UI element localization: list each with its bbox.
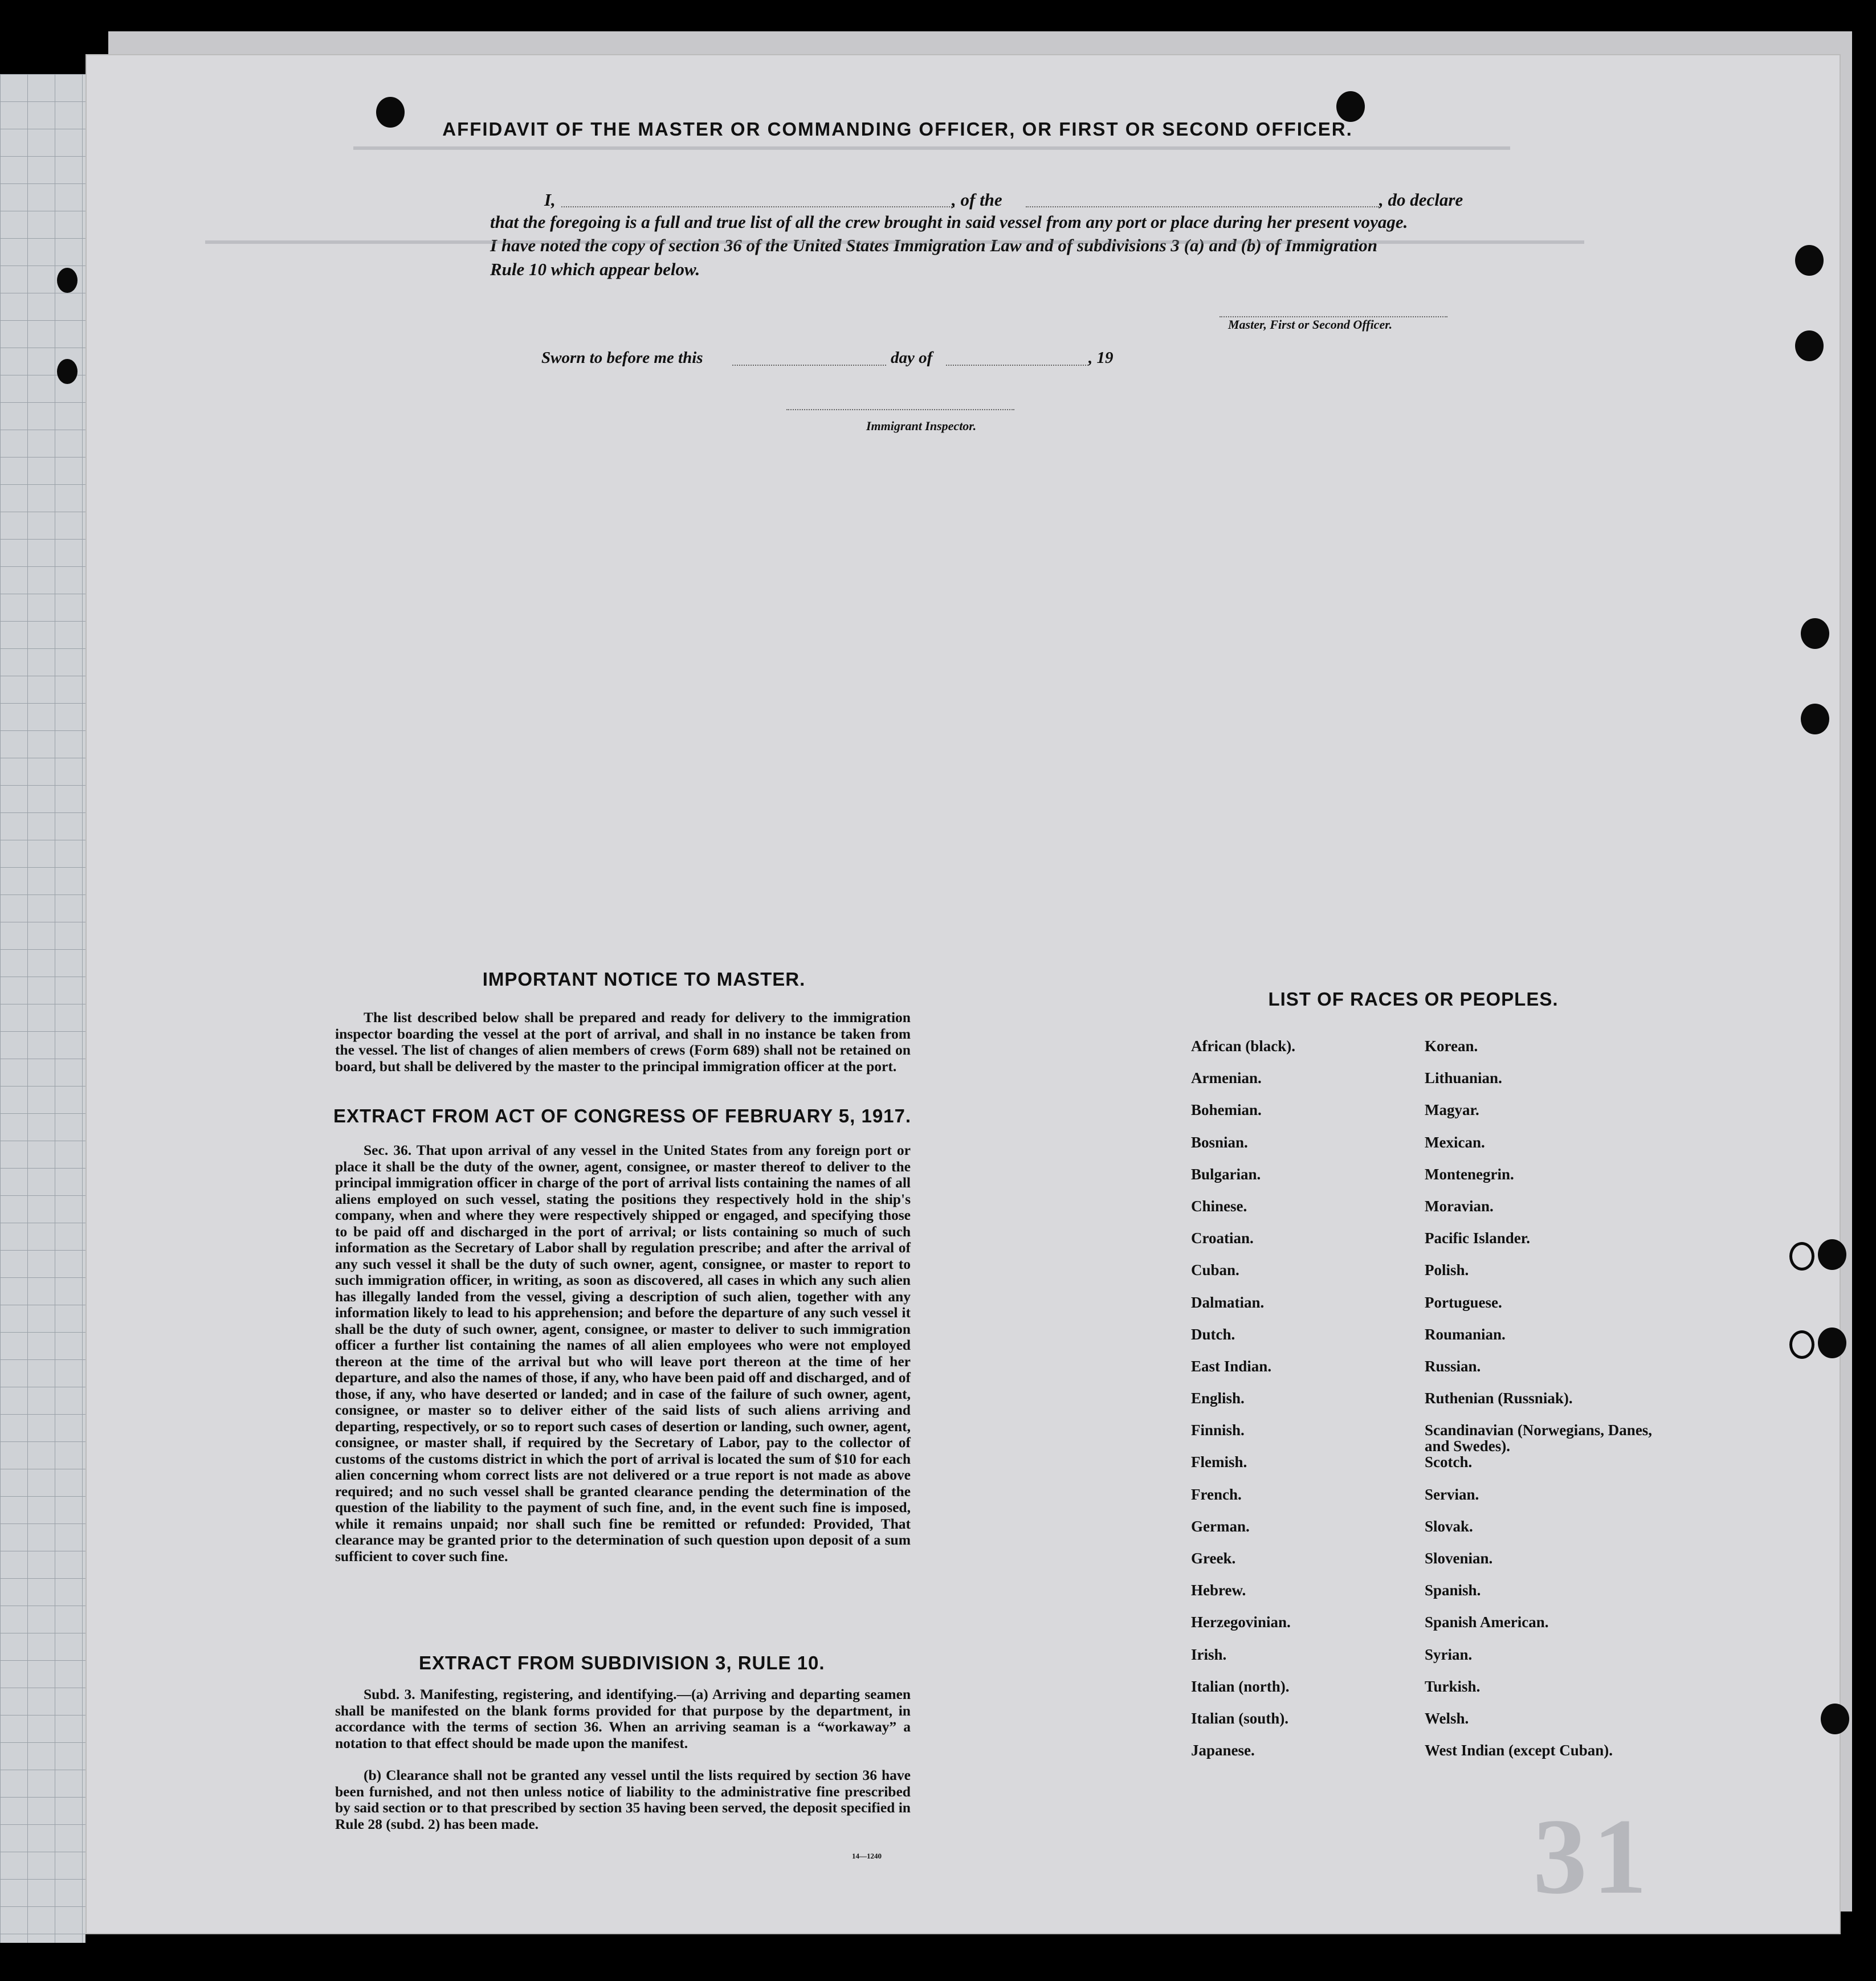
race-item: Montenegrin. — [1425, 1165, 1514, 1183]
race-item: Ruthenian (Russniak). — [1425, 1390, 1573, 1407]
race-item: Dalmatian. — [1191, 1293, 1265, 1311]
races-right-column — [1425, 1038, 1664, 1774]
inspector-caption: Immigrant Inspector. — [866, 419, 977, 433]
race-item: Irish. — [1191, 1645, 1227, 1663]
races-title: LIST OF RACES OR PEOPLES. — [1268, 989, 1559, 1010]
race-item: Portuguese. — [1425, 1293, 1502, 1311]
graph-paper-edge — [0, 74, 85, 1943]
punch-hole-right-2 — [1795, 330, 1824, 361]
race-item: French. — [1191, 1485, 1242, 1503]
race-item: Spanish. — [1425, 1582, 1481, 1599]
race-item: Italian (north). — [1191, 1677, 1290, 1695]
notice-title: IMPORTANT NOTICE TO MASTER. — [482, 969, 806, 990]
race-item: Bulgarian. — [1191, 1165, 1261, 1183]
punch-hole-top-right — [1336, 91, 1365, 122]
punch-hole-left-1 — [57, 268, 78, 293]
race-item: East Indian. — [1191, 1357, 1272, 1375]
race-item: Croatian. — [1191, 1230, 1254, 1247]
notice-text: The list described below shall be prepared and ready for delivery to the immigration inspector boarding the vessel at the port of arrival, and shall in no instance be taken from the vessel. The list of changes of alien members of crews (Form 689) shall not be retained on board, but shall be delivered by the master to the principal immigration officer at the port. — [335, 1009, 911, 1075]
punch-hole-right-4 — [1801, 704, 1829, 734]
race-item: Slovenian. — [1425, 1550, 1493, 1567]
race-item: Herzegovinian. — [1191, 1614, 1291, 1631]
race-item: Mexican. — [1425, 1133, 1485, 1151]
race-item: Russian. — [1425, 1357, 1481, 1375]
affidavit-of-the-label: , of the — [952, 190, 1002, 210]
affidavit-declare-label: , do declare — [1379, 190, 1463, 210]
punch-hole-right-open-2 — [1789, 1330, 1814, 1359]
rule-extract-text-a: Subd. 3. Manifesting, registering, and identifying.—(a) Arriving and departing seamen shall be manifested on the blank forms provided for that purpose by the department, in accordance with the terms of section 36. When an arriving seaman is a “workaway” a notation to that effect should be made upon the manifest. — [335, 1686, 911, 1751]
punch-hole-left-2 — [57, 359, 78, 384]
affidavit-line-2: that the foregoing is a full and true list of all the crew brought in said vessel from any port or place during her present voyage. — [490, 212, 1408, 232]
rule-extract-text-b: (b) Clearance shall not be granted any vessel until the lists required by section 36 have been furnished, and not then unless notice of liability to the administrative fine prescribed by said section or to that prescribed by section 35 having been served, the deposit specified in Rule 28 (subd. 2) has been made. — [335, 1767, 911, 1832]
race-item: English. — [1191, 1390, 1245, 1407]
affidavit-i-label: I, — [544, 190, 556, 210]
master-caption: Master, First or Second Officer. — [1228, 317, 1393, 332]
page-stamp-number: 31 — [1533, 1797, 1653, 1917]
race-item: Pacific Islander. — [1425, 1230, 1530, 1247]
races-left-column — [1191, 1038, 1295, 1774]
race-item: Japanese. — [1191, 1742, 1255, 1759]
race-item: African (black). — [1191, 1038, 1295, 1055]
act-extract-title: EXTRACT FROM ACT OF CONGRESS OF FEBRUARY 5, 1917. — [333, 1105, 912, 1126]
race-item: Chinese. — [1191, 1197, 1247, 1215]
day-of-label: day of — [891, 349, 933, 367]
race-item: Lithuanian. — [1425, 1069, 1502, 1087]
race-item: Dutch. — [1191, 1325, 1235, 1343]
race-item: Scotch. — [1425, 1453, 1473, 1471]
race-item: Welsh. — [1425, 1709, 1469, 1727]
race-item: Turkish. — [1425, 1677, 1481, 1695]
race-item: West Indian (except Cuban). — [1425, 1742, 1613, 1759]
race-item: Syrian. — [1425, 1645, 1473, 1663]
form-number: 14—1240 — [852, 1852, 882, 1860]
race-item: Servian. — [1425, 1485, 1479, 1503]
race-item: Flemish. — [1191, 1453, 1247, 1471]
race-item: Korean. — [1425, 1038, 1478, 1055]
race-item: Cuban. — [1191, 1261, 1239, 1279]
punch-hole-right-7 — [1821, 1704, 1849, 1734]
race-item: Spanish American. — [1425, 1614, 1549, 1631]
race-item: Scandinavian (Norwegians, Danes, and Swedes). — [1425, 1422, 1653, 1455]
punch-hole-right-5 — [1818, 1239, 1846, 1270]
race-item: Armenian. — [1191, 1069, 1262, 1087]
punch-hole-right-open-1 — [1789, 1242, 1814, 1271]
race-item: Finnish. — [1191, 1422, 1245, 1439]
race-item: Hebrew. — [1191, 1582, 1246, 1599]
punch-hole-right-3 — [1801, 618, 1829, 649]
act-extract-text: Sec. 36. That upon arrival of any vessel in the United States from any foreign port or place it shall be the duty of the owner, agent, consignee, or master thereof to deliver to the principal immigration officer in charge of the port of arrival lists containing the names of all aliens employed on such vessel, stating the positions they respectively hold in the ship's company, when and where they were respectively shipped or engaged, and specifying those to be paid off and discharged in the port of arrival; or lists containing so much of such information as the Secretary of Labor shall by regulation prescribe; and after the arrival of any such vessel it shall be the duty of such owner, agent, consignee, or master to report to such immigration officer, in writing, as soon as discovered, all cases in which any such alien has illegally landed from the vessel, giving a description of such alien, together with any information likely to lead to his apprehension; and before the departure of any such vessel it shall be the duty of such owner, agent, consignee, or master to deliver to such immigration officer a further list containing the names of all alien employees who were not employed thereon at the time of the arrival but who will leave port thereon at the time of her departure, and also the names of those, if any, who have been paid off and discharged, and of those, if any, who have deserted or landed; and in case of the failure of such owner, agent, consignee, or master so to deliver either of the said lists of such aliens arriving and departing, respectively, or so to report such cases of desertion or landing, such owner, agent, consignee, or master shall, if required by the Secretary of Labor, pay to the collector of customs of the customs district in which the port of arrival is located the sum of $10 for each alien concerning whom correct lists are not delivered or a true report is not made as above required; and no such vessel shall be granted clearance pending the determination of the question of the liability to the payment of such fine, and, in the event such fine is imposed, while it remains unpaid; nor shall such fine be remitted or refunded: Provided, That clearance may be granted prior to the determination of such question upon deposit of a sum sufficient to cover such fine. — [335, 1142, 911, 1565]
punch-hole-right-6 — [1818, 1328, 1846, 1358]
race-item: Magyar. — [1425, 1101, 1479, 1119]
sworn-label: Sworn to before me this — [541, 349, 703, 367]
race-item: Slovak. — [1425, 1517, 1473, 1535]
punch-hole-right-1 — [1795, 245, 1824, 276]
race-item: Italian (south). — [1191, 1709, 1289, 1727]
affidavit-line-4: Rule 10 which appear below. — [490, 259, 700, 279]
race-item: Polish. — [1425, 1261, 1469, 1279]
race-item: Bohemian. — [1191, 1101, 1262, 1119]
race-item: Roumanian. — [1425, 1325, 1506, 1343]
race-item: Moravian. — [1425, 1197, 1494, 1215]
race-item: Greek. — [1191, 1550, 1236, 1567]
race-item: German. — [1191, 1517, 1250, 1535]
race-item: Bosnian. — [1191, 1133, 1248, 1151]
rule-extract-title: EXTRACT FROM SUBDIVISION 3, RULE 10. — [419, 1652, 825, 1673]
year-label: , 19 — [1088, 349, 1114, 367]
affidavit-title: AFFIDAVIT OF THE MASTER OR COMMANDING OFFICER, OR FIRST OR SECOND OFFICER. — [442, 119, 1353, 140]
affidavit-line-3: I have noted the copy of section 36 of the United States Immigration Law and of subdivisions 3 (a) and (b) of Immigration — [490, 235, 1377, 255]
